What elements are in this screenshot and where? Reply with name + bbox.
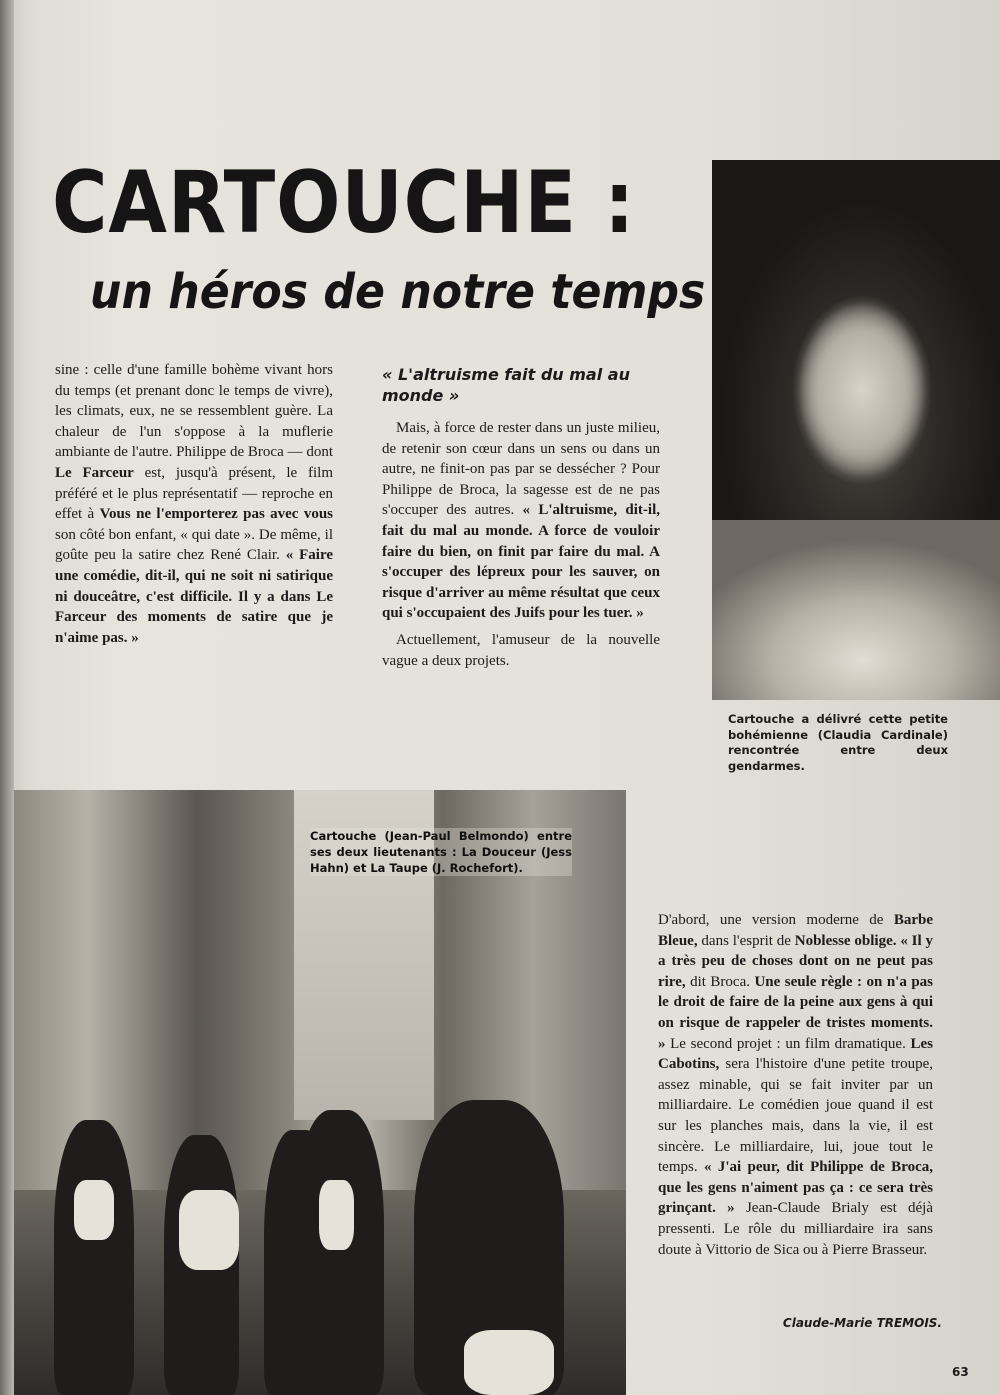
film-title: Barbe Bleue, <box>658 912 933 949</box>
paragraph: Actuellement, l'amuseur de la nouvelle vague a deux projets. <box>382 631 660 669</box>
paragraph: sine : celle d'une famille bohème vivant hors du temps (et prenant donc le temps de vivre), les climats, eux, ne se ressemblent guère. La chaleur de l'un s'oppose à la muflerie ambiante de l'autre. Philippe de Broca — dont Le Farceur est, jusqu'à présent, le film préféré et le plus représentatif — reproche en effet à Vous ne l'emporterez pas avec vous son côté bon enfant, « qui date ». De même, il goûte peu la satire chez René Clair. « Faire une comédie, dit-il, qui ne soit ni satirique ni douceâtre, c'est difficile. Il y a dans Le Farceur des moments de satire que je n'aime pas. » <box>55 362 333 646</box>
photo-street-scene <box>14 790 626 1395</box>
page-number: 63 <box>952 1365 969 1379</box>
film-title: Vous ne l'emporterez pas avec vous <box>99 506 333 523</box>
article-column-1 <box>55 360 333 648</box>
headline: CARTOUCHE : <box>52 153 636 253</box>
quote: « L'altruisme, dit-il, fait du mal au monde. A force de vouloir faire du bien, on finit par faire du mal. A s'occuper des lépreux pour les sauver, on risque d'arriver au même résultat que ceux qui s'occupaient des Juifs pour les tuer. » <box>382 502 660 622</box>
quote: « Faire une comédie, dit-il, qui ne soit ni satirique ni douceâtre, c'est difficile. Il y a dans Le Farceur des moments de satire que je n'aime pas. » <box>55 547 333 646</box>
article-column-3 <box>658 910 933 1260</box>
quote: « J'ai peur, dit Philippe de Broca, que les gens n'aiment pas ça : ce sera très grinçant. » <box>658 1159 933 1217</box>
subheadline: un héros de notre temps <box>90 264 706 320</box>
film-title: Noblesse oblige. <box>794 932 897 949</box>
paragraph: Mais, à force de rester dans un juste milieu, de retenir son cœur dans un sens ou dans un autre, ne finit-on pas par se dessécher ? Pour Philippe de Broca, la sagesse est de ne pas s'occuper des autres. « L'altruisme, dit-il, fait du mal au monde. A force de vouloir faire du bien, on finit par faire du mal. A s'occuper des lépreux pour les sauver, on risque d'arriver au même résultat que ceux qui s'occupaient des Juifs pour les tuer. » <box>382 420 660 622</box>
page-spine <box>0 0 14 1395</box>
quote: Une seule règle : on n'a pas le droit de faire de la peine aux gens à qui on risque de rappeler de tristes moments. » <box>658 973 933 1052</box>
author-signature: Claude-Marie TREMOIS. <box>782 1316 942 1330</box>
article-column-2 <box>382 364 660 671</box>
quote: « Il y a très peu de choses dont on ne peut pas rire, <box>658 932 933 990</box>
paragraph: D'abord, une version moderne de Barbe Bleue, dans l'esprit de Noblesse oblige. « Il y a très peu de choses dont on ne peut pas rire, dit Broca. Une seule règle : on n'a pas le droit de faire de la peine aux gens à qui on risque de rappeler de tristes moments. » Le second projet : un film dramatique. Les Cabotins, sera l'histoire d'une petite troupe, assez minable, qui se fait inviter par un milliardaire. Le comédien joue quand il est sur les planches mais, dans la vie, il est sincère. Le milliardaire, lui, joue tout le temps. « J'ai peur, dit Philippe de Broca, que les gens n'aiment pas ça : ce sera très grinçant. » Jean-Claude Brialy est déjà pressenti. Le rôle du milliardaire ira sans doute à Vittorio de Sica ou à Pierre Brasseur. <box>658 912 933 1258</box>
section-heading: « L'altruisme fait du mal au monde » <box>382 365 630 405</box>
photo-caption-left: Cartouche (Jean-Paul Belmondo) entre ses deux lieutenants : La Douceur (Jess Hahn) et La Taupe (J. Rochefort). <box>310 829 572 875</box>
photo-claudia-cardinale <box>712 160 1000 700</box>
film-title: Les Cabotins, <box>658 1035 933 1073</box>
photo-caption-right: Cartouche a délivré cette petite bohémienne (Claudia Cardinale) rencontrée entre deux gendarmes. <box>728 712 948 773</box>
film-title: Le Farceur <box>55 464 134 481</box>
